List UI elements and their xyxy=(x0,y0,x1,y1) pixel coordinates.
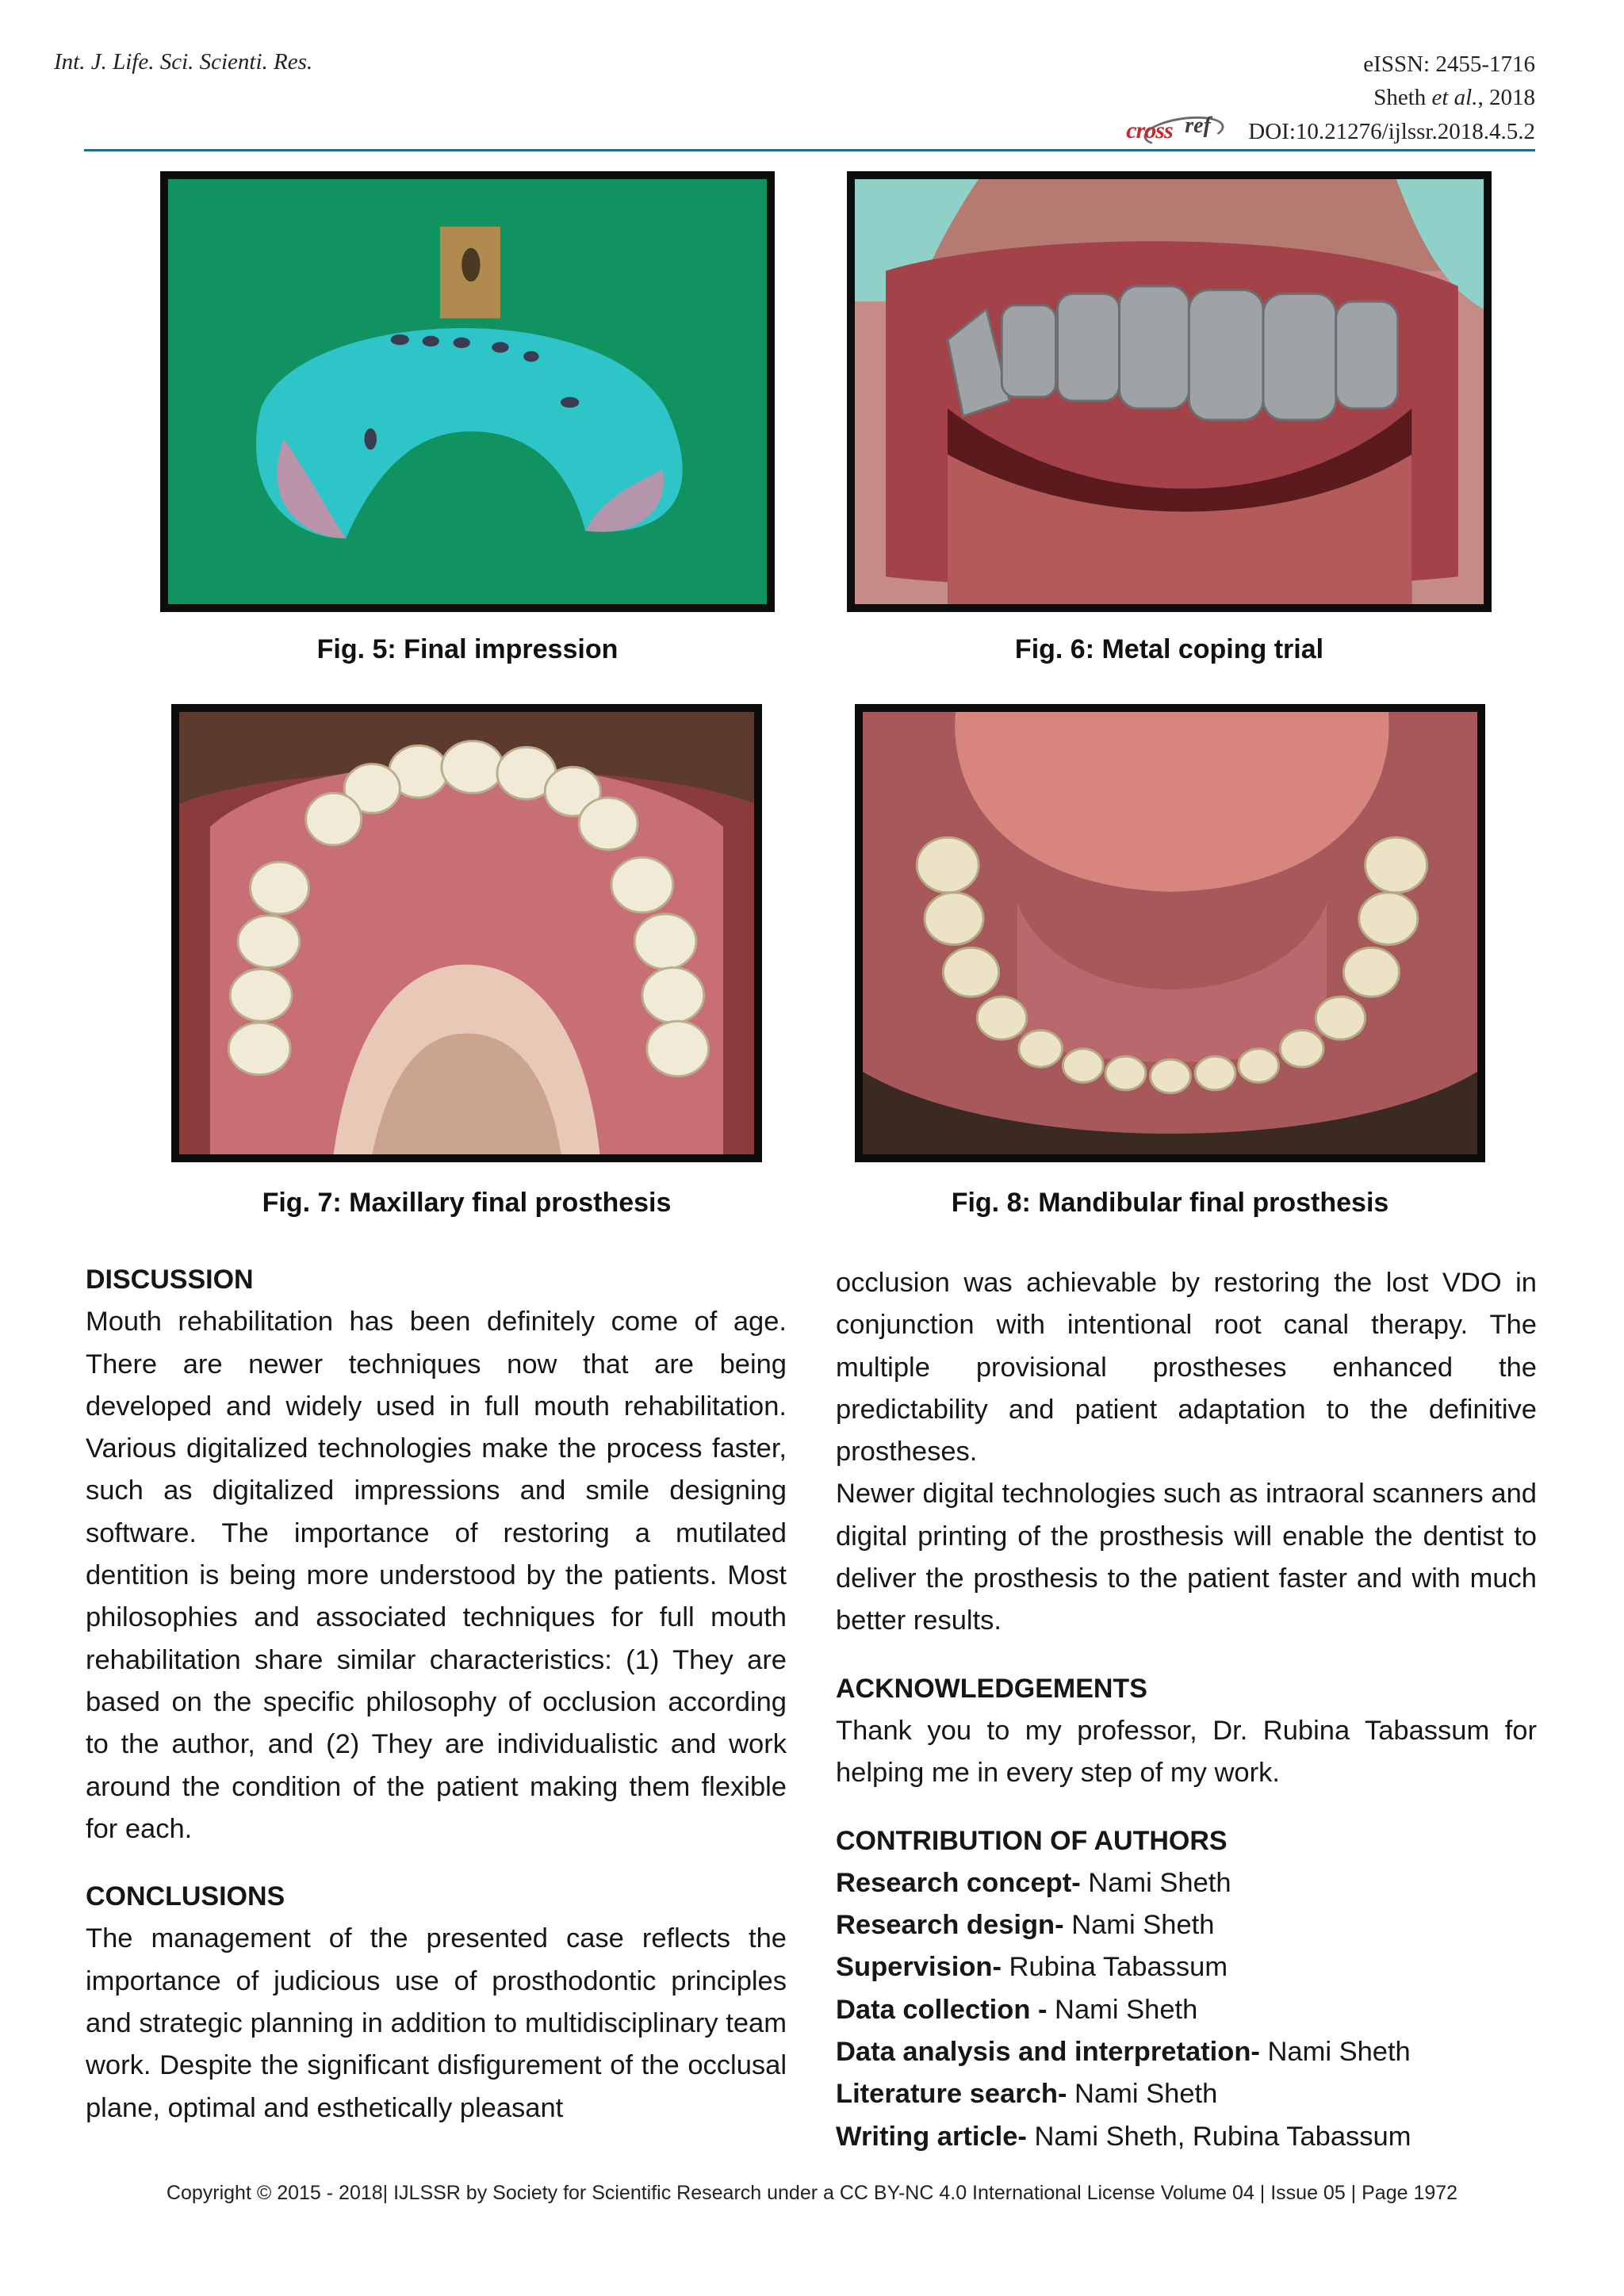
discussion-text: Mouth rehabilitation has been definitely come of age. There are newer techniques now that are being developed and widely used in full mouth rehabilitation. Various digitalized technologies make the process faster, such as digitalized impressions and smile designing software. The importance of restoring a mutilated dentition is being more understood by the patients. Most philosophies and associated techniques for full mouth rehabilitation share similar characteristics: (1) They are based on the specific philosophy of occlusion according to the author, and (2) They are individualistic and work around the condition of the patient making them flexible for each. xyxy=(86,1307,787,1844)
figure-7-image xyxy=(171,704,762,1162)
contribution-item xyxy=(836,2116,1537,2158)
doi[interactable]: DOI:10.21276/ijlssr.2018.4.5.2 xyxy=(1248,119,1535,144)
contribution-label: Writing article- xyxy=(836,2121,1027,2152)
contribution-item xyxy=(836,1904,1537,1946)
mandibular-prosthesis-photo xyxy=(863,712,1477,1154)
figure-8-caption: Fig. 8: Mandibular final prosthesis xyxy=(951,1188,1389,1218)
contribution-value: Nami Sheth xyxy=(1067,2079,1218,2110)
contribution-heading: CONTRIBUTION OF AUTHORS xyxy=(836,1825,1228,1856)
page-footer: Copyright © 2015 - 2018| IJLSSR by Society for Scientific Research under a CC BY-NC 4.0 International License Volume 04 | Issue 05 | Page 1972 xyxy=(166,2182,1458,2204)
crossref-logo xyxy=(1126,114,1234,149)
newer-tech-text: Newer digital technologies such as intraoral scanners and digital printing of the prosthesis will enable the dentist to deliver the prosthesis to the patient faster and with much better results. xyxy=(836,1479,1537,1636)
figure-6-caption: Fig. 6: Metal coping trial xyxy=(1014,634,1324,664)
metal-coping-photo xyxy=(855,179,1484,604)
continuation-text: occlusion was achievable by restoring the lost VDO in conjunction with intentional root canal therapy. The multiple provisional prostheses enhanced the predictability and patient adaptation to the definitive prostheses. xyxy=(836,1268,1537,1468)
contribution-value: Nami Sheth xyxy=(1047,1994,1198,2025)
contribution-label: Research design- xyxy=(836,1910,1064,1941)
authors-prefix: Sheth xyxy=(1373,85,1432,110)
spacer xyxy=(86,1850,787,1876)
figure-6-image xyxy=(847,171,1492,612)
crossref-cross-text: cross xyxy=(1126,117,1173,144)
contribution-item xyxy=(836,1862,1537,1904)
acknowledgements-heading: ACKNOWLEDGEMENTS xyxy=(836,1673,1147,1704)
contribution-value: Nami Sheth, Rubina Tabassum xyxy=(1026,2121,1411,2152)
eissn: eISSN: 2455-1716 xyxy=(1363,52,1535,77)
maxillary-prosthesis-photo xyxy=(179,712,754,1154)
figure-7-caption: Fig. 7: Maxillary final prosthesis xyxy=(262,1188,672,1218)
authors-year-text: , 2018 xyxy=(1477,85,1535,110)
figure-5-image xyxy=(160,171,775,612)
journal-title: Int. J. Life. Sci. Scienti. Res. xyxy=(54,49,313,75)
contribution-list xyxy=(836,1862,1537,2158)
left-column xyxy=(86,1259,787,2130)
contribution-value: Nami Sheth xyxy=(1063,1910,1215,1941)
final-impression-photo xyxy=(168,179,767,604)
figure-5-caption: Fig. 5: Final impression xyxy=(316,634,619,664)
doi-row xyxy=(1126,114,1535,149)
contribution-label: Supervision- xyxy=(836,1952,1002,1983)
contribution-value: Nami Sheth xyxy=(1080,1867,1231,1898)
contribution-value: Nami Sheth xyxy=(1259,2037,1411,2068)
header-rule xyxy=(84,149,1535,151)
contribution-value: Rubina Tabassum xyxy=(1001,1952,1228,1983)
conclusions-heading: CONCLUSIONS xyxy=(86,1881,285,1912)
spacer xyxy=(836,1643,1537,1668)
crossref-ref-text: ref xyxy=(1185,113,1211,138)
spacer xyxy=(836,1795,1537,1820)
contribution-label: Literature search- xyxy=(836,2079,1067,2110)
contribution-item xyxy=(836,1946,1537,1988)
discussion-heading: DISCUSSION xyxy=(86,1265,254,1295)
conclusions-text: The management of the presented case reflects the importance of judicious use of prosthodontic principles and strategic planning in addition to multidisciplinary team work. Despite the significant disfigurement of the occlusal plane, optimal and esthetically pleasant xyxy=(86,1923,787,2123)
acknowledgements-text: Thank you to my professor, Dr. Rubina Tabassum for helping me in every step of my work. xyxy=(836,1715,1537,1789)
contribution-item xyxy=(836,2031,1537,2073)
figure-8-image xyxy=(855,704,1485,1162)
contribution-item xyxy=(836,1989,1537,2031)
contribution-label: Data collection - xyxy=(836,1994,1048,2025)
authors-etal: et al. xyxy=(1431,85,1478,110)
contribution-item xyxy=(836,2073,1537,2115)
contribution-label: Data analysis and interpretation- xyxy=(836,2037,1260,2068)
header-meta xyxy=(1126,48,1535,149)
contribution-label: Research concept- xyxy=(836,1867,1081,1898)
right-column xyxy=(836,1262,1537,2158)
